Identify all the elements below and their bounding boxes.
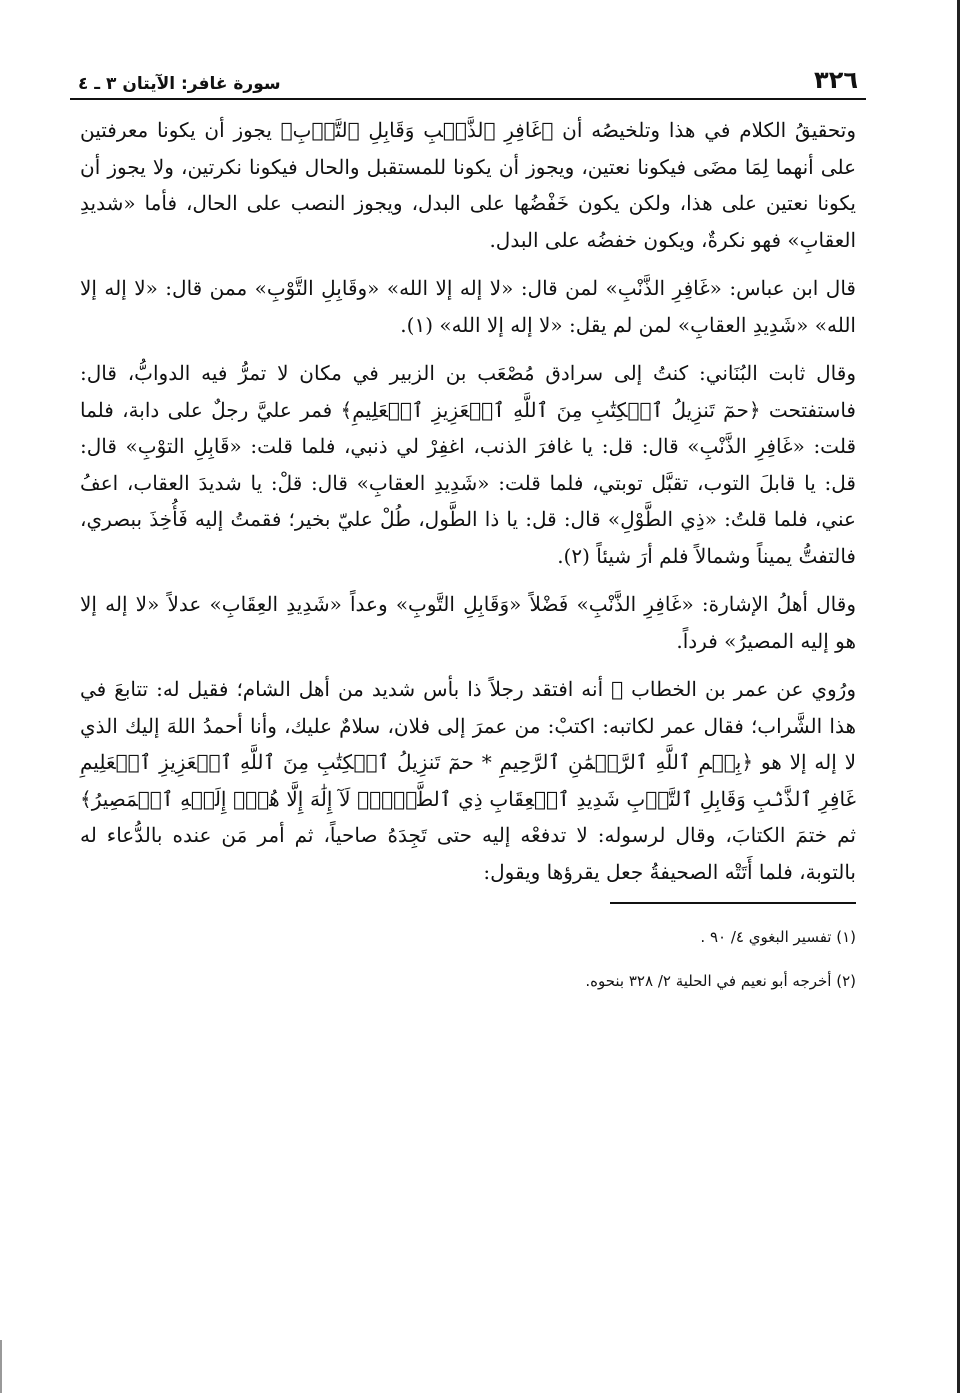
page-number: ٣٢٦: [814, 66, 858, 94]
paragraph-4: وقال أهلُ الإشارة: «غَافِرِ الذَّنْبِ» فَضْلاً «وَقَابِلِ التَّوبِ» وعداً «شَدِيدِ العِقَابِ» عدلاً «لا إله إلا هو إليه المصيرُ» فرداً.: [80, 592, 856, 653]
footnote-1: (١) تفسير البغوي ٤/ ٩٠ .: [700, 928, 856, 946]
paragraph-5: ورُوي عن عمر بن الخطاب ﷺ أنه افتقد رجلاً ذا بأس شديد من أهل الشام؛ فقيل له: تتابعَ في هذا الشَّراب؛ فقال عمر لكاتبه: اكتبْ: من عمرَ إلى فلان، سلامٌ عليك، وأنا أحمدُ اللهَ إليك الذي لا إله إلا هو ﴿بِسۡمِ ٱللَّهِ ٱلرَّحۡمَٰنِ ٱلرَّحِيمِ * حمٓ تَنزِيلُ ٱلۡكِتَٰبِ مِنَ ٱللَّهِ ٱلۡعَزِيزِ ٱلۡعَلِيمِ غَافِرِ ٱلذَّنۢبِ وَقَابِلِ ٱلتَّوۡبِ شَدِيدِ ٱلۡعِقَابِ ذِي ٱلطَّوۡلِۖ لَآ إِلَٰهَ إِلَّا هُوَۖ إِلَيۡهِ ٱلۡمَصِيرُ﴾ ثم ختمَ الكتابَ، وقال لرسوله: لا تدفعْه إليه حتى تَجِدَهُ صاحياً، ثم أمر مَن عنده بالدُّعاء له بالتوبة، فلما أَتَتْه الصحيفةُ جعل يقرؤها ويقول:: [80, 677, 856, 884]
scan-edge-mark: [0, 1340, 2, 1393]
paragraph-1: وتحقيقُ الكلام في هذا وتلخيصُه أن ﴿غَافِرِ ٱلذَّنۢبِ وَقَابِلِ ٱلتَّوۡبِ﴾ يجوز أن يكونا معرفتين على أنهما لِمَا مضَى فيكونا نعتين، ويجوز أن يكونا للمستقبل والحال فيكونا نكرتين، ولا يجوز أن يكونا نعتين على هذا، ولكن يكون خَفْضُها على البدل، ويجوز النصب على الحال، فأما «شديدِ العقابِ» فهو نكرةٌ، ويكون خفضُه على البدل.: [80, 118, 856, 252]
page-header: [70, 62, 866, 100]
running-title: سورة غافر: الآيتان ٣ ـ ٤: [78, 74, 281, 94]
paragraph-2: قال ابن عباس: «غَافِرِ الذَّنْبِ» لمن قال: «لا إله إلا الله» «وقَابِلِ التَّوْبِ» ممن قال: «لا إله إلا الله» «شَدِيدِ العقابِ» لمن لم يقل: «لا إله إلا الله» (١).: [80, 276, 856, 337]
footnote-2: (٢) أخرجه أبو نعيم في الحلية ٢/ ٣٢٨ بنحوه.: [585, 972, 856, 990]
book-page: [70, 62, 866, 1014]
footnotes-separator: [610, 902, 856, 904]
page-body: [70, 100, 866, 992]
paragraph-3: وقال ثابت البُنَاني: كنتُ إلى سرادق مُصْعَب بن الزبير في مكان لا تمرُّ فيه الدوابُّ، قال: فاستفتحت ﴿حمٓ تَنزِيلُ ٱلۡكِتَٰبِ مِنَ ٱللَّهِ ٱلۡعَزِيزِ ٱلۡعَلِيمِ﴾ فمر عليَّ رجلٌ على دابة، فلما قلت: «غَافِرِ الذَّنْبِ» قال: قل: يا غافرَ الذنب، اغفِرْ لي ذنبي، فلما قلت: «قَابِلِ التوْبِ» قال: قل: يا قابلَ التوب، تقبَّل توبتي، فلما قلت: «شَدِيدِ العقابِ» قال: قلْ: يا شديدَ العقاب، اعفُ عني، فلما قلتُ: «ذِي الطَّوْلِ» قال: قل: يا ذا الطَّول، طُلْ عليّ بخير؛ فقمتُ إليه فَأُخِذَ ببصري، فالتفتُّ يميناً وشمالاً فلم أرَ شيئاً (٢).: [80, 361, 856, 568]
